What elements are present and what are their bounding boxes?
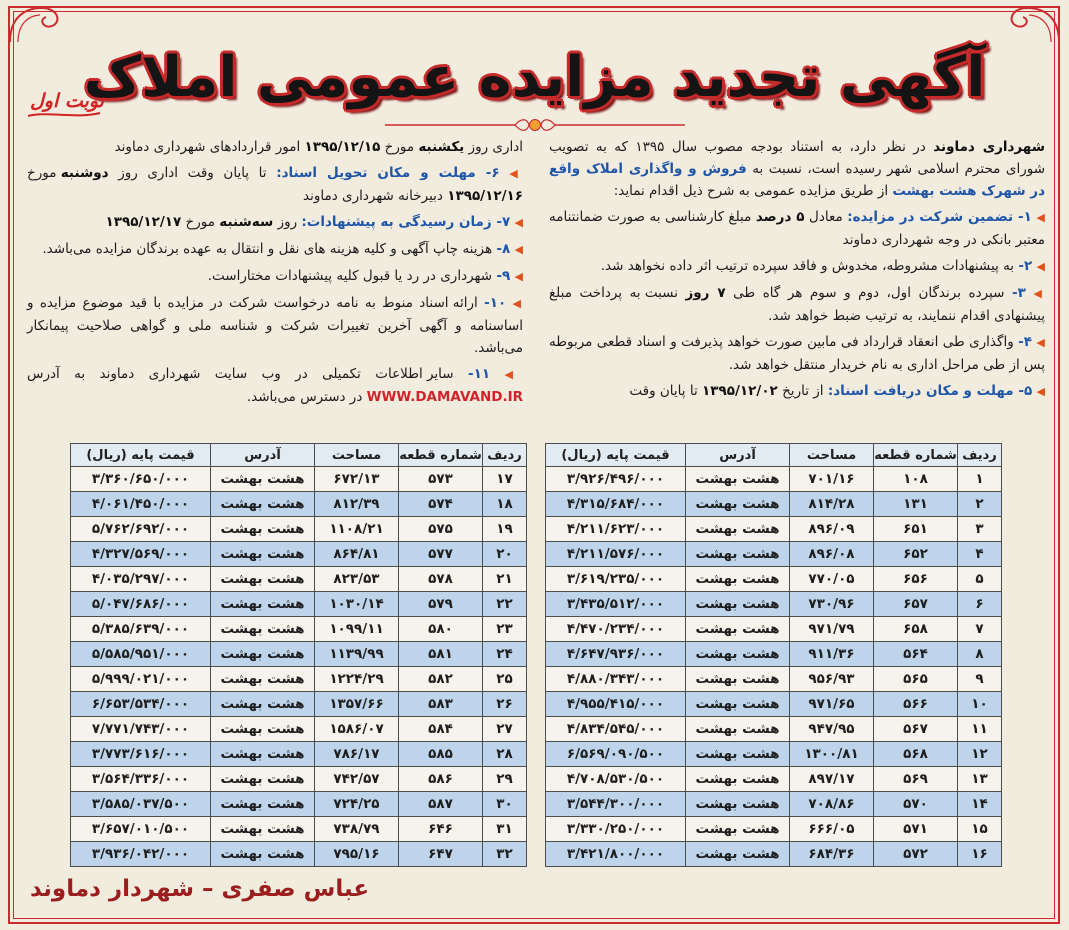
table-row bbox=[71, 717, 527, 742]
cell-base-price: ۵/۵۸۵/۹۵۱/۰۰۰ bbox=[71, 642, 211, 667]
cell-address: هشت بهشت bbox=[211, 542, 315, 567]
cell-address: هشت بهشت bbox=[211, 617, 315, 642]
cell-address: هشت بهشت bbox=[686, 642, 790, 667]
cell-base-price: ۴/۸۳۴/۵۴۵/۰۰۰ bbox=[546, 717, 686, 742]
clause-heading: ۷- زمان رسیدگی به پیشنهادات: bbox=[301, 214, 511, 230]
table-row bbox=[546, 467, 1002, 492]
cell-plot-number: ۶۵۸ bbox=[874, 617, 958, 642]
table-row bbox=[71, 767, 527, 792]
clause-5-continuation bbox=[27, 136, 523, 158]
clause-emphasis: ۵ درصد bbox=[755, 209, 805, 225]
clause-text: ارائه اسناد منوط به نامه درخواست شرکت در مزایده با قید موضوع مزایده و اساسنامه و آگهی آخرین تغییرات شرکت و شناسه ملی و گواهی صلاحیت پیمانکار می‌باشد. bbox=[27, 295, 523, 356]
cell-address: هشت بهشت bbox=[211, 492, 315, 517]
table-row bbox=[546, 517, 1002, 542]
cell-plot-number: ۵۷۲ bbox=[874, 842, 958, 867]
cell-area: ۸۹۶/۰۹ bbox=[790, 517, 874, 542]
cell-address: هشت بهشت bbox=[686, 767, 790, 792]
auction-subject: فروش و واگذاری املاک واقع در شهرک هشت بهشت bbox=[549, 161, 1045, 199]
cell-address: هشت بهشت bbox=[211, 642, 315, 667]
clause-3 bbox=[549, 282, 1045, 327]
cell-address: هشت بهشت bbox=[686, 542, 790, 567]
cell-base-price: ۴/۶۴۷/۹۳۶/۰۰۰ bbox=[546, 642, 686, 667]
table-row bbox=[71, 742, 527, 767]
table-row bbox=[546, 492, 1002, 517]
table-row bbox=[546, 717, 1002, 742]
cell-plot-number: ۵۸۶ bbox=[399, 767, 483, 792]
cell-row-number: ۱۳ bbox=[958, 767, 1002, 792]
table-row bbox=[71, 667, 527, 692]
cell-row-number: ۲۴ bbox=[483, 642, 527, 667]
bullet-triangle-icon bbox=[1036, 209, 1045, 225]
clause-text: در دسترس می‌باشد. bbox=[246, 389, 363, 405]
clause-text: روز bbox=[277, 214, 298, 230]
cell-row-number: ۸ bbox=[958, 642, 1002, 667]
clause-10 bbox=[27, 292, 523, 359]
intro-text: در نظر دارد، به استناد بودجه مصوب سال ۱۳۹۵ که به تصویب شورای محترم اسلامی شهر رسیده است، نسبت به bbox=[549, 139, 1046, 177]
intro-paragraph bbox=[549, 136, 1045, 202]
clause-number: ۸- bbox=[496, 241, 511, 257]
cell-area: ۹۷۱/۷۹ bbox=[790, 617, 874, 642]
cell-base-price: ۵/۹۹۹/۰۲۱/۰۰۰ bbox=[71, 667, 211, 692]
column-header: قیمت پایه (ریال) bbox=[71, 444, 211, 467]
clause-date: ۱۳۹۵/۱۲/۱۶ bbox=[447, 188, 523, 204]
clause-date: ۱۳۹۵/۱۲/۱۷ bbox=[105, 214, 182, 230]
cell-plot-number: ۵۷۴ bbox=[399, 492, 483, 517]
cell-row-number: ۵ bbox=[958, 567, 1002, 592]
cell-area: ۱۱۳۹/۹۹ bbox=[315, 642, 399, 667]
cell-row-number: ۱۵ bbox=[958, 817, 1002, 842]
cell-area: ۱۱۰۸/۲۱ bbox=[315, 517, 399, 542]
table-row bbox=[71, 542, 527, 567]
cell-base-price: ۵/۰۴۷/۶۸۶/۰۰۰ bbox=[71, 592, 211, 617]
clause-text: اداری روز bbox=[468, 139, 523, 155]
clause-number: ۲- bbox=[1018, 258, 1033, 274]
table-row bbox=[546, 842, 1002, 867]
cell-area: ۱۳۰۰/۸۱ bbox=[790, 742, 874, 767]
clause-text: مورخ bbox=[27, 165, 57, 181]
cell-row-number: ۱۰ bbox=[958, 692, 1002, 717]
cell-base-price: ۳/۶۵۷/۰۱۰/۵۰۰ bbox=[71, 817, 211, 842]
cell-row-number: ۱۲ bbox=[958, 742, 1002, 767]
cell-plot-number: ۵۸۵ bbox=[399, 742, 483, 767]
clause-text: معادل bbox=[809, 209, 843, 225]
cell-address: هشت بهشت bbox=[686, 717, 790, 742]
bullet-triangle-icon bbox=[504, 366, 523, 382]
cell-plot-number: ۵۶۸ bbox=[874, 742, 958, 767]
clause-text: هزینه چاپ آگهی و کلیه هزینه های نقل و انتقال به عهده برندگان مزایده می‌باشد. bbox=[42, 241, 493, 257]
cell-area: ۹۴۷/۹۵ bbox=[790, 717, 874, 742]
cell-row-number: ۱۷ bbox=[483, 467, 527, 492]
clause-text: دبیرخانه شهرداری دماوند bbox=[303, 188, 443, 204]
bullet-triangle-icon bbox=[1033, 285, 1045, 301]
cell-base-price: ۶/۵۶۹/۰۹۰/۵۰۰ bbox=[546, 742, 686, 767]
cell-address: هشت بهشت bbox=[211, 742, 315, 767]
cell-base-price: ۳/۵۴۴/۳۰۰/۰۰۰ bbox=[546, 792, 686, 817]
table-body bbox=[546, 467, 1002, 867]
clause-day: سه‌شنبه bbox=[219, 214, 274, 230]
bullet-triangle-icon bbox=[515, 241, 523, 257]
clause-number: ۱۰- bbox=[484, 295, 507, 311]
cell-area: ۶۷۲/۱۳ bbox=[315, 467, 399, 492]
table-header-row bbox=[546, 444, 1002, 467]
clause-text: نسبت به پرداخت مبلغ پیشنهادی اقدام ننمایند، به ترتیب ضبط خواهد شد. bbox=[549, 285, 1045, 324]
cell-plot-number: ۵۸۱ bbox=[399, 642, 483, 667]
properties-table-1-16 bbox=[545, 443, 1002, 867]
cell-address: هشت بهشت bbox=[211, 692, 315, 717]
cell-base-price: ۳/۵۸۵/۰۳۷/۵۰۰ bbox=[71, 792, 211, 817]
cell-area: ۷۹۵/۱۶ bbox=[315, 842, 399, 867]
cell-area: ۱۰۹۹/۱۱ bbox=[315, 617, 399, 642]
clause-heading: ۱- تضمین شرکت در مزایده: bbox=[847, 209, 1032, 225]
cell-address: هشت بهشت bbox=[211, 517, 315, 542]
cell-plot-number: ۶۵۲ bbox=[874, 542, 958, 567]
cell-row-number: ۳ bbox=[958, 517, 1002, 542]
clause-heading: ۶- مهلت و مکان تحویل اسناد: bbox=[276, 165, 500, 181]
cell-plot-number: ۱۳۱ bbox=[874, 492, 958, 517]
column-header: مساحت bbox=[790, 444, 874, 467]
cell-base-price: ۳/۹۳۶/۰۴۲/۰۰۰ bbox=[71, 842, 211, 867]
cell-plot-number: ۵۷۵ bbox=[399, 517, 483, 542]
cell-area: ۸۶۴/۸۱ bbox=[315, 542, 399, 567]
cell-row-number: ۲ bbox=[958, 492, 1002, 517]
table-row bbox=[546, 592, 1002, 617]
cell-row-number: ۲۹ bbox=[483, 767, 527, 792]
cell-row-number: ۲۰ bbox=[483, 542, 527, 567]
cell-base-price: ۳/۶۱۹/۲۳۵/۰۰۰ bbox=[546, 567, 686, 592]
cell-address: هشت بهشت bbox=[686, 842, 790, 867]
cell-address: هشت بهشت bbox=[686, 617, 790, 642]
cell-plot-number: ۵۸۰ bbox=[399, 617, 483, 642]
cell-area: ۸۹۶/۰۸ bbox=[790, 542, 874, 567]
cell-area: ۸۹۷/۱۷ bbox=[790, 767, 874, 792]
table-row bbox=[71, 692, 527, 717]
cell-address: هشت بهشت bbox=[211, 817, 315, 842]
cell-base-price: ۴/۳۱۵/۶۸۴/۰۰۰ bbox=[546, 492, 686, 517]
cell-plot-number: ۵۷۳ bbox=[399, 467, 483, 492]
cell-area: ۱۰۳۰/۱۴ bbox=[315, 592, 399, 617]
cell-address: هشت بهشت bbox=[686, 667, 790, 692]
cell-plot-number: ۵۸۷ bbox=[399, 792, 483, 817]
organization-name: شهرداری دماوند bbox=[933, 139, 1045, 155]
clause-6 bbox=[27, 162, 523, 207]
cell-row-number: ۱۴ bbox=[958, 792, 1002, 817]
cell-row-number: ۲۱ bbox=[483, 567, 527, 592]
cell-plot-number: ۶۴۶ bbox=[399, 817, 483, 842]
table-row bbox=[71, 842, 527, 867]
clause-4 bbox=[549, 331, 1045, 376]
mayor-signature: عباس صفری – شهردار دماوند bbox=[30, 876, 370, 902]
table-row bbox=[546, 642, 1002, 667]
clause-text: مورخ bbox=[185, 214, 215, 230]
cell-area: ۸۲۳/۵۳ bbox=[315, 567, 399, 592]
cell-address: هشت بهشت bbox=[211, 567, 315, 592]
clause-text: مبلغ کارشناسی به صورت ضمانتنامه معتبر بانکی در وجه شهرداری دماوند bbox=[549, 209, 1045, 248]
cell-row-number: ۱۶ bbox=[958, 842, 1002, 867]
cell-base-price: ۴/۳۲۷/۵۶۹/۰۰۰ bbox=[71, 542, 211, 567]
cell-address: هشت بهشت bbox=[211, 717, 315, 742]
cell-address: هشت بهشت bbox=[686, 467, 790, 492]
cell-row-number: ۱ bbox=[958, 467, 1002, 492]
clause-text: تا پایان وقت bbox=[629, 383, 698, 399]
cell-base-price: ۵/۳۸۵/۶۳۹/۰۰۰ bbox=[71, 617, 211, 642]
table-row bbox=[546, 767, 1002, 792]
cell-row-number: ۲۵ bbox=[483, 667, 527, 692]
table-row bbox=[71, 642, 527, 667]
properties-table-17-32 bbox=[70, 443, 527, 867]
column-header: ردیف bbox=[958, 444, 1002, 467]
table-row bbox=[71, 567, 527, 592]
table-row bbox=[71, 467, 527, 492]
cell-plot-number: ۵۷۱ bbox=[874, 817, 958, 842]
cell-area: ۷۸۶/۱۷ bbox=[315, 742, 399, 767]
cell-base-price: ۷/۷۷۱/۷۴۳/۰۰۰ bbox=[71, 717, 211, 742]
table-row bbox=[71, 792, 527, 817]
cell-area: ۷۷۰/۰۵ bbox=[790, 567, 874, 592]
cell-address: هشت بهشت bbox=[686, 817, 790, 842]
cell-base-price: ۳/۳۳۰/۲۵۰/۰۰۰ bbox=[546, 817, 686, 842]
clause-number: ۹- bbox=[496, 268, 511, 284]
bullet-triangle-icon bbox=[1037, 383, 1045, 399]
cell-address: هشت بهشت bbox=[211, 842, 315, 867]
cell-plot-number: ۶۵۷ bbox=[874, 592, 958, 617]
cell-base-price: ۶/۶۵۳/۵۳۴/۰۰۰ bbox=[71, 692, 211, 717]
cell-address: هشت بهشت bbox=[686, 792, 790, 817]
clause-7 bbox=[27, 211, 523, 234]
table-body bbox=[71, 467, 527, 867]
cell-row-number: ۲۶ bbox=[483, 692, 527, 717]
column-header: شماره قطعه bbox=[399, 444, 483, 467]
cell-row-number: ۲۸ bbox=[483, 742, 527, 767]
cell-base-price: ۳/۳۶۰/۶۵۰/۰۰۰ bbox=[71, 467, 211, 492]
clause-emphasis: ۷ روز bbox=[685, 285, 726, 301]
cell-row-number: ۱۹ bbox=[483, 517, 527, 542]
cell-base-price: ۴/۴۷۰/۲۳۴/۰۰۰ bbox=[546, 617, 686, 642]
bullet-triangle-icon bbox=[513, 295, 523, 311]
table-row bbox=[546, 692, 1002, 717]
cell-area: ۷۲۴/۲۵ bbox=[315, 792, 399, 817]
table-row bbox=[546, 792, 1002, 817]
clause-1 bbox=[549, 206, 1045, 251]
cell-row-number: ۲۳ bbox=[483, 617, 527, 642]
cell-area: ۶۸۴/۳۶ bbox=[790, 842, 874, 867]
cell-area: ۱۳۵۷/۶۶ bbox=[315, 692, 399, 717]
cell-base-price: ۴/۷۰۸/۵۳۰/۵۰۰ bbox=[546, 767, 686, 792]
cell-row-number: ۲۷ bbox=[483, 717, 527, 742]
website-address: WWW.DAMAVAND.IR bbox=[366, 389, 523, 405]
cell-plot-number: ۶۵۱ bbox=[874, 517, 958, 542]
column-header: مساحت bbox=[315, 444, 399, 467]
cell-base-price: ۴/۰۳۵/۲۹۷/۰۰۰ bbox=[71, 567, 211, 592]
clause-9 bbox=[27, 265, 523, 288]
table-row bbox=[71, 492, 527, 517]
clause-number: ۱۱- bbox=[468, 366, 491, 382]
cell-plot-number: ۵۸۲ bbox=[399, 667, 483, 692]
cell-plot-number: ۵۸۳ bbox=[399, 692, 483, 717]
cell-area: ۹۱۱/۳۶ bbox=[790, 642, 874, 667]
cell-base-price: ۳/۷۷۳/۶۱۶/۰۰۰ bbox=[71, 742, 211, 767]
cell-address: هشت بهشت bbox=[211, 667, 315, 692]
table-row bbox=[71, 817, 527, 842]
table-row bbox=[71, 617, 527, 642]
cell-plot-number: ۵۷۸ bbox=[399, 567, 483, 592]
cell-base-price: ۴/۰۶۱/۴۵۰/۰۰۰ bbox=[71, 492, 211, 517]
cell-plot-number: ۵۷۹ bbox=[399, 592, 483, 617]
cell-row-number: ۷ bbox=[958, 617, 1002, 642]
cell-plot-number: ۵۶۴ bbox=[874, 642, 958, 667]
left-text-column bbox=[27, 136, 523, 442]
cell-address: هشت بهشت bbox=[686, 592, 790, 617]
clause-2 bbox=[549, 255, 1045, 278]
cell-base-price: ۴/۸۸۰/۳۴۳/۰۰۰ bbox=[546, 667, 686, 692]
cell-address: هشت بهشت bbox=[686, 567, 790, 592]
cell-row-number: ۲۲ bbox=[483, 592, 527, 617]
bullet-triangle-icon bbox=[515, 268, 523, 284]
clause-8 bbox=[27, 238, 523, 261]
column-header: ردیف bbox=[483, 444, 527, 467]
cell-plot-number: ۵۶۷ bbox=[874, 717, 958, 742]
cell-row-number: ۴ bbox=[958, 542, 1002, 567]
cell-base-price: ۳/۴۳۵/۵۱۲/۰۰۰ bbox=[546, 592, 686, 617]
clause-text: به پیشنهادات مشروطه، مخدوش و فاقد سپرده ترتیب اثر داده نخواهد شد. bbox=[600, 258, 1015, 274]
cell-plot-number: ۵۶۹ bbox=[874, 767, 958, 792]
bullet-triangle-icon bbox=[509, 165, 523, 181]
table-header-row bbox=[71, 444, 527, 467]
clause-date: ۱۳۹۵/۱۲/۰۲ bbox=[702, 383, 778, 399]
cell-area: ۷۳۰/۹۶ bbox=[790, 592, 874, 617]
clause-text: از تاریخ bbox=[782, 383, 824, 399]
table-row bbox=[546, 817, 1002, 842]
intro-text: از طریق مزایده عمومی به شرح ذیل اقدام نماید: bbox=[613, 183, 889, 199]
clause-text: تا پایان وقت اداری روز bbox=[118, 165, 267, 181]
cell-row-number: ۳۱ bbox=[483, 817, 527, 842]
cell-row-number: ۳۲ bbox=[483, 842, 527, 867]
table-row bbox=[546, 667, 1002, 692]
cell-base-price: ۴/۹۵۵/۴۱۵/۰۰۰ bbox=[546, 692, 686, 717]
cell-row-number: ۱۱ bbox=[958, 717, 1002, 742]
column-header: آدرس bbox=[211, 444, 315, 467]
cell-address: هشت بهشت bbox=[211, 467, 315, 492]
cell-row-number: ۳۰ bbox=[483, 792, 527, 817]
cell-area: ۸۱۴/۲۸ bbox=[790, 492, 874, 517]
table-row bbox=[71, 517, 527, 542]
cell-base-price: ۳/۹۲۶/۴۹۶/۰۰۰ bbox=[546, 467, 686, 492]
bullet-triangle-icon bbox=[1036, 334, 1045, 350]
clause-heading: ۵- مهلت و مکان دریافت اسناد: bbox=[827, 383, 1033, 399]
cell-area: ۷۰۱/۱۶ bbox=[790, 467, 874, 492]
cell-base-price: ۳/۴۲۱/۸۰۰/۰۰۰ bbox=[546, 842, 686, 867]
page-title: آگهی تجدید مزایده عمومی املاک bbox=[83, 45, 986, 110]
cell-address: هشت بهشت bbox=[686, 492, 790, 517]
cell-row-number: ۶ bbox=[958, 592, 1002, 617]
cell-plot-number: ۵۶۶ bbox=[874, 692, 958, 717]
right-text-column bbox=[549, 136, 1045, 442]
clause-text: واگذاری طی انعقاد قرارداد فی مابین صورت خواهد پذیرفت و اسناد قطعی مربوطه پس از طی مراحل اداری به نام خریدار منتقل خواهد شد. bbox=[549, 334, 1045, 373]
cell-plot-number: ۶۵۶ bbox=[874, 567, 958, 592]
table-row bbox=[546, 567, 1002, 592]
cell-address: هشت بهشت bbox=[686, 742, 790, 767]
cell-address: هشت بهشت bbox=[686, 517, 790, 542]
column-header: آدرس bbox=[686, 444, 790, 467]
round-label: نوبت اول bbox=[30, 90, 104, 112]
cell-address: هشت بهشت bbox=[211, 792, 315, 817]
cell-base-price: ۴/۲۱۱/۶۲۳/۰۰۰ bbox=[546, 517, 686, 542]
cell-address: هشت بهشت bbox=[211, 767, 315, 792]
cell-area: ۶۶۶/۰۵ bbox=[790, 817, 874, 842]
table-row bbox=[71, 592, 527, 617]
cell-address: هشت بهشت bbox=[686, 692, 790, 717]
cell-base-price: ۴/۲۱۱/۵۷۶/۰۰۰ bbox=[546, 542, 686, 567]
cell-plot-number: ۵۸۴ bbox=[399, 717, 483, 742]
cell-area: ۹۷۱/۶۵ bbox=[790, 692, 874, 717]
cell-area: ۱۲۲۴/۲۹ bbox=[315, 667, 399, 692]
clause-day: دوشنبه bbox=[60, 165, 109, 181]
clause-number: ۴- bbox=[1018, 334, 1032, 350]
cell-plot-number: ۶۴۷ bbox=[399, 842, 483, 867]
cell-area: ۷۴۲/۵۷ bbox=[315, 767, 399, 792]
clause-text: مورخ bbox=[384, 139, 415, 155]
cell-area: ۷۳۸/۷۹ bbox=[315, 817, 399, 842]
table-row bbox=[546, 617, 1002, 642]
clause-text: سپرده برندگان اول، دوم و سوم هر گاه طی bbox=[733, 285, 1005, 301]
cell-plot-number: ۱۰۸ bbox=[874, 467, 958, 492]
clause-number: ۳- bbox=[1011, 285, 1026, 301]
cell-base-price: ۵/۷۶۲/۶۹۲/۰۰۰ bbox=[71, 517, 211, 542]
cell-area: ۱۵۸۶/۰۷ bbox=[315, 717, 399, 742]
clause-text: امور قراردادهای شهرداری دماوند bbox=[114, 139, 301, 155]
column-header: شماره قطعه bbox=[874, 444, 958, 467]
cell-area: ۷۰۸/۸۶ bbox=[790, 792, 874, 817]
cell-plot-number: ۵۷۰ bbox=[874, 792, 958, 817]
clause-11 bbox=[27, 363, 523, 408]
column-header: قیمت پایه (ریال) bbox=[546, 444, 686, 467]
cell-area: ۸۱۲/۳۹ bbox=[315, 492, 399, 517]
bullet-triangle-icon bbox=[515, 214, 523, 230]
cell-address: هشت بهشت bbox=[211, 592, 315, 617]
clause-text: شهرداری در رد یا قبول کلیه پیشنهادات مختاراست. bbox=[207, 268, 493, 284]
table-row bbox=[546, 742, 1002, 767]
cell-row-number: ۹ bbox=[958, 667, 1002, 692]
cell-area: ۹۵۶/۹۳ bbox=[790, 667, 874, 692]
title-divider-icon bbox=[375, 116, 695, 134]
cell-plot-number: ۵۶۵ bbox=[874, 667, 958, 692]
clause-date: ۱۳۹۵/۱۲/۱۵ bbox=[304, 139, 381, 155]
clause-day: یکشنبه bbox=[418, 139, 465, 155]
cell-row-number: ۱۸ bbox=[483, 492, 527, 517]
cell-base-price: ۳/۵۶۴/۳۳۶/۰۰۰ bbox=[71, 767, 211, 792]
clause-text: سایر اطلاعات تکمیلی در وب سایت شهرداری دماوند به آدرس bbox=[27, 366, 454, 382]
round-label-swoosh-icon bbox=[26, 110, 102, 120]
table-row bbox=[546, 542, 1002, 567]
cell-plot-number: ۵۷۷ bbox=[399, 542, 483, 567]
bullet-triangle-icon bbox=[1037, 258, 1045, 274]
clause-5 bbox=[549, 380, 1045, 403]
